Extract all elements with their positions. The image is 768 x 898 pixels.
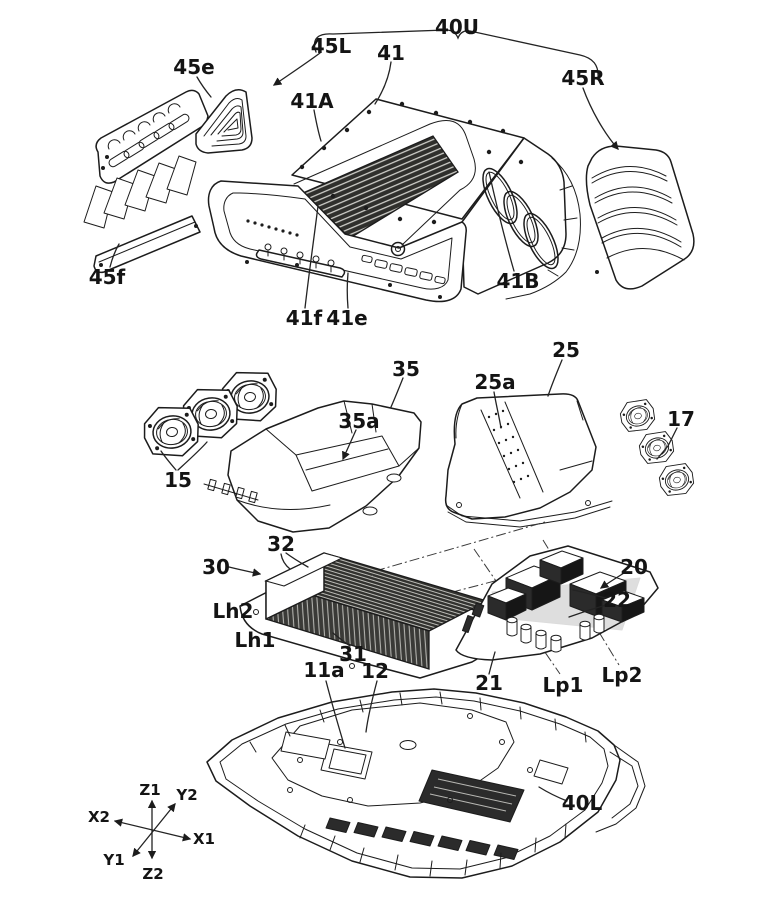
label-Lp1: Lp1	[542, 673, 584, 697]
label-40U: 40U	[434, 15, 480, 39]
label-35a: 35a	[338, 409, 380, 433]
label-Lp2: Lp2	[601, 663, 643, 687]
label-22: 22	[603, 588, 631, 612]
label-25a: 25a	[474, 370, 516, 394]
label-21: 21	[475, 671, 503, 695]
label-25: 25	[552, 338, 580, 362]
label-45e: 45e	[173, 55, 215, 79]
label-40L: 40L	[561, 791, 603, 815]
label-41B: 41B	[496, 269, 540, 293]
label-20: 20	[620, 555, 648, 579]
label-41e: 41e	[326, 306, 368, 330]
axis-label-z2: Z2	[142, 865, 164, 883]
label-32: 32	[267, 532, 295, 556]
label-41f: 41f	[285, 306, 323, 330]
label-45L: 45L	[310, 34, 352, 58]
label-Lh1: Lh1	[234, 628, 276, 652]
label-12: 12	[361, 659, 389, 683]
axis-label-y1: Y1	[103, 851, 125, 869]
axis-label-y2: Y2	[176, 786, 198, 804]
label-45f: 45f	[88, 265, 126, 289]
label-15: 15	[164, 468, 192, 492]
axis-label-x1: X1	[192, 830, 216, 848]
label-35: 35	[392, 357, 420, 381]
label-11a: 11a	[303, 658, 345, 682]
label-41: 41	[377, 41, 405, 65]
label-Lh2: Lh2	[212, 599, 254, 623]
label-45R: 45R	[561, 66, 605, 90]
axis-label-z1: Z1	[139, 781, 161, 799]
label-41A: 41A	[290, 89, 334, 113]
label-17: 17	[667, 407, 695, 431]
label-30: 30	[202, 555, 230, 579]
axis-label-x2: X2	[87, 808, 111, 826]
label-31: 31	[339, 642, 367, 666]
